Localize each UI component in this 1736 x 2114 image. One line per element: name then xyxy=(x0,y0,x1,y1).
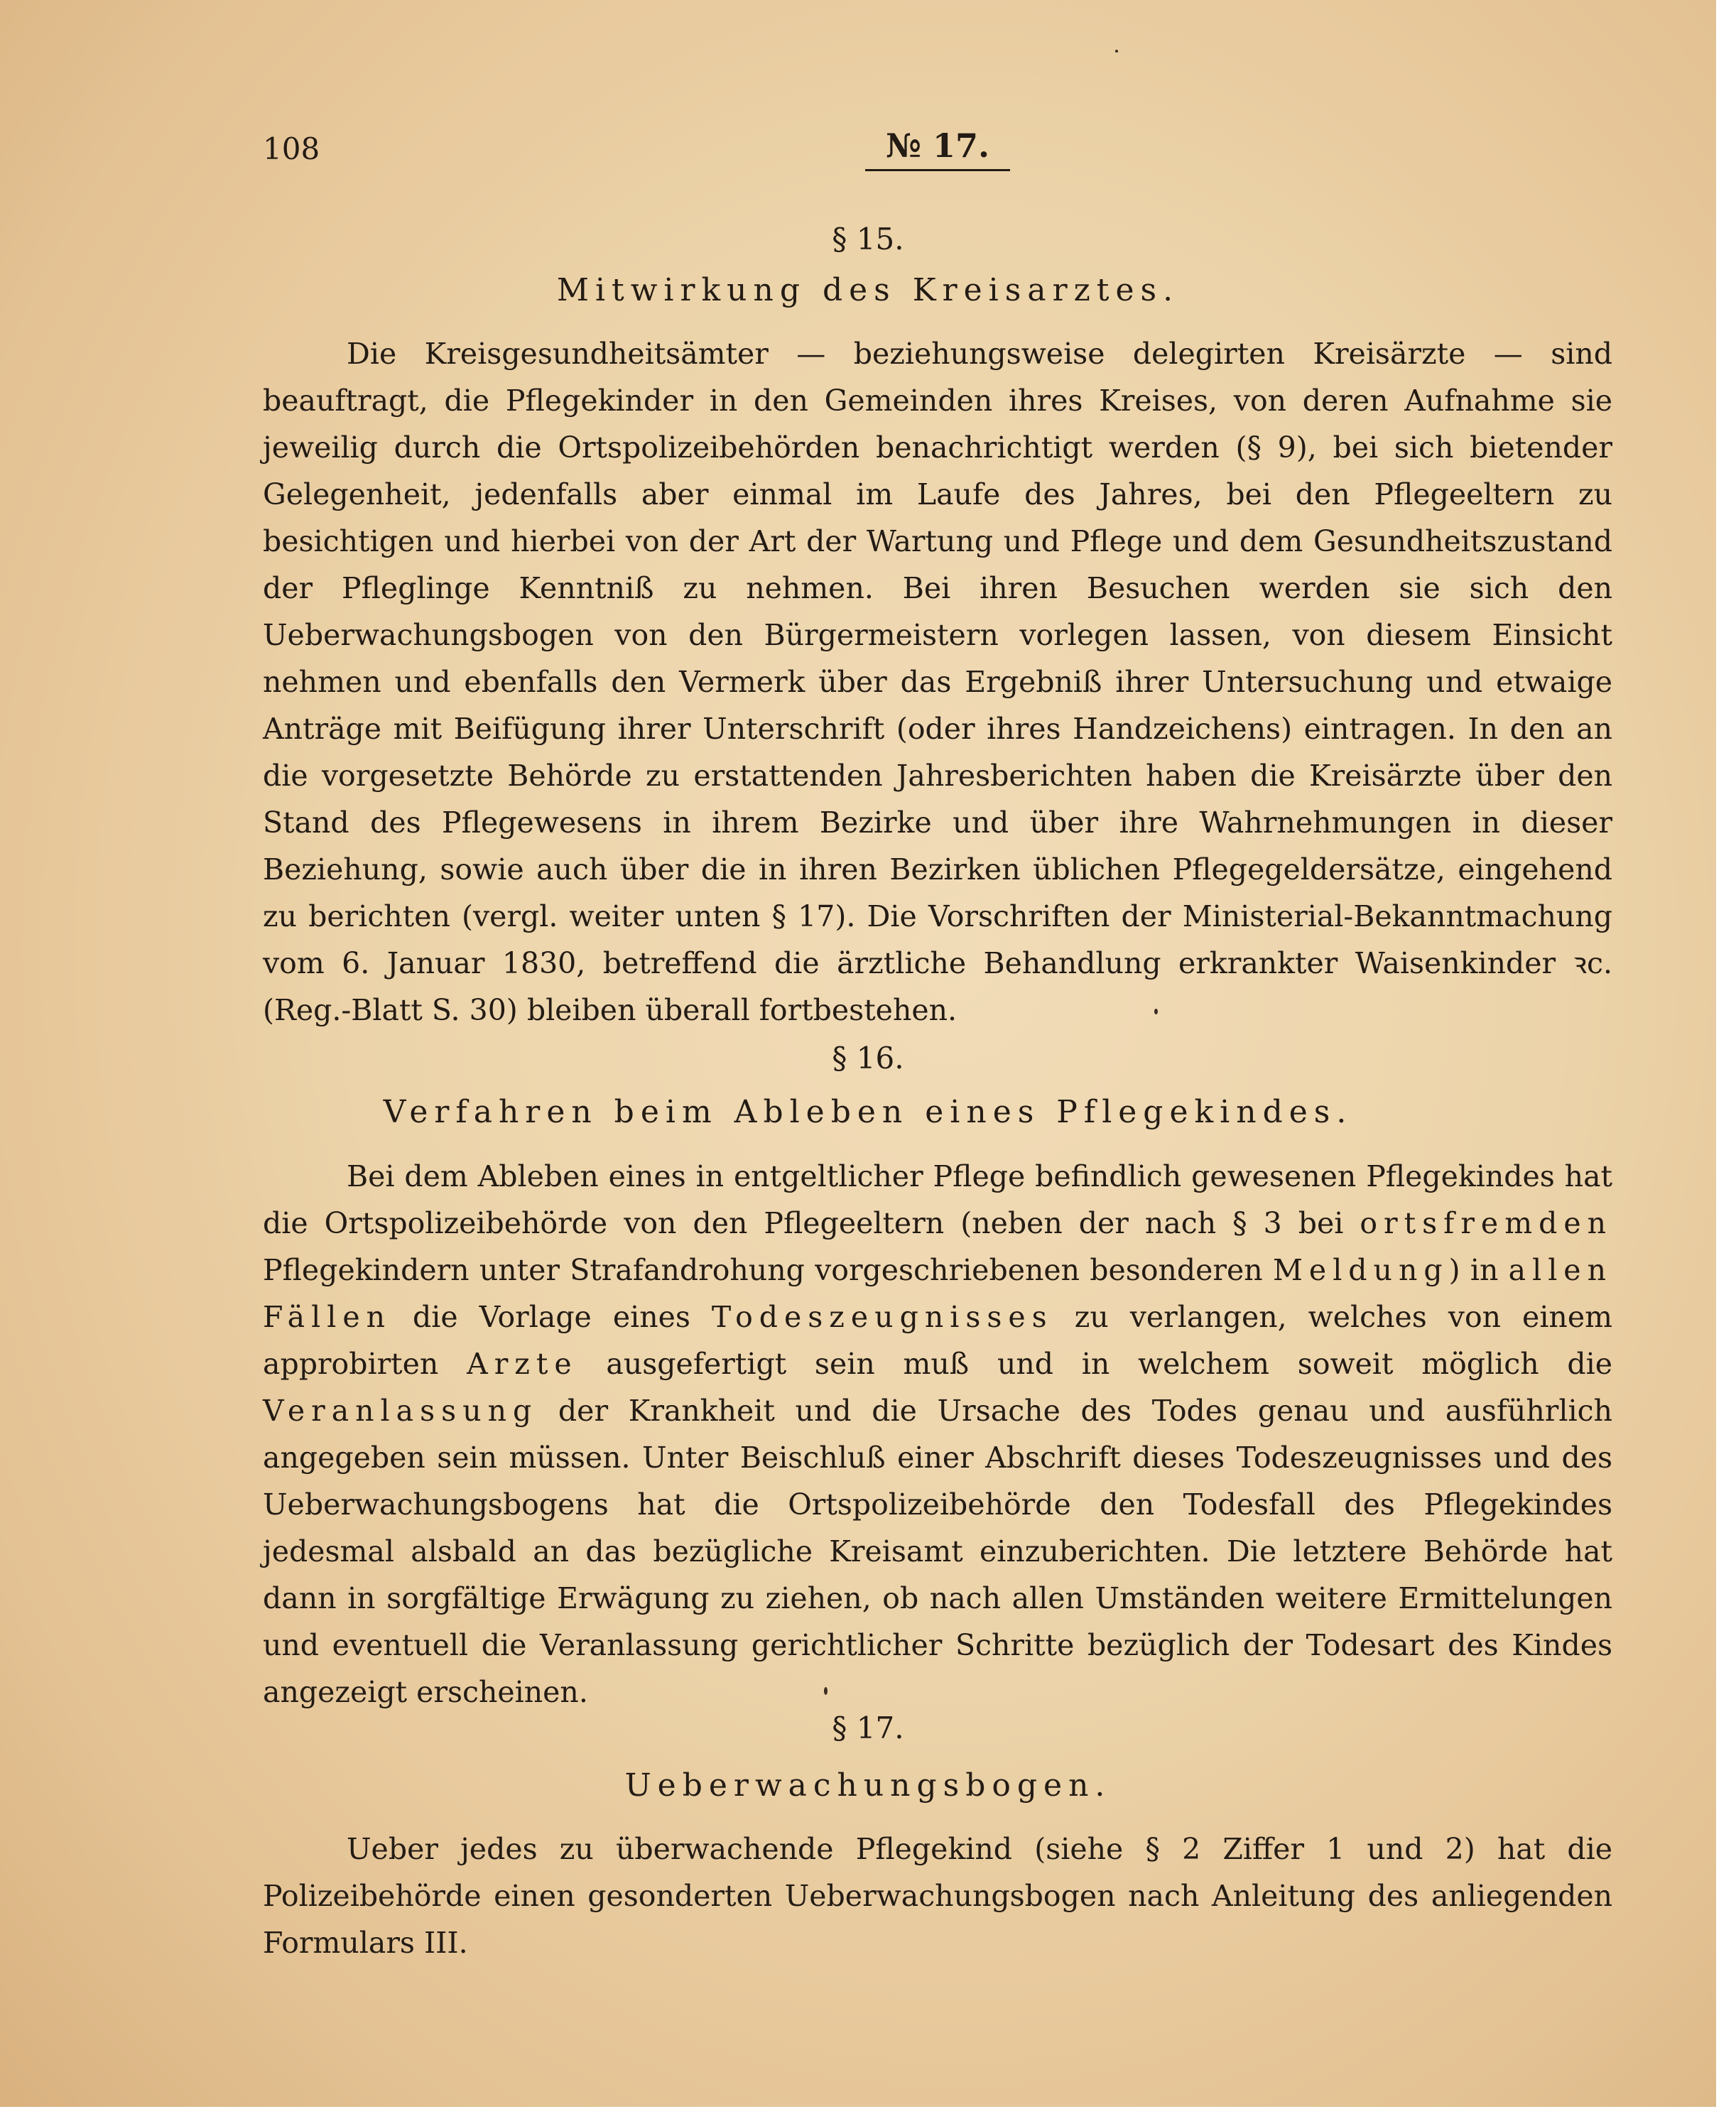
section-15-title: Mitwirkung des Kreisarztes. xyxy=(556,272,1180,308)
print-speck xyxy=(1154,1009,1158,1014)
section-17-number: § 17. xyxy=(832,1711,904,1745)
paragraph-text: der Krankheit und die Ursache des Todes genau und ausführlich angegeben sein müssen. Unter Beischluß einer Abschrift dieses Todeszeugnisses und des Ueberwachungsbogens hat die Ortspolizeibehörde den Todesfall des Pflegekindes jedesmal alsbald an das bezügliche Kreisamt einzuberichten. Die letztere Behörde hat dann in sorgfältige Erwägung zu ziehen, ob nach allen Umständen weitere Ermittelungen und eventuell die Veranlassung gerichtlicher Schritte bezüglich der Todesart des Kindes angezeigt erscheinen. xyxy=(263,1394,1612,1709)
emphasis-text: ortsfremden xyxy=(1360,1206,1612,1240)
section-17-title: Ueberwachungsbogen. xyxy=(624,1767,1112,1804)
paragraph-text: Bei dem Ableben eines in entgeltlicher Pflege befindlich gewesenen Pflegekindes hat die Ortspolizeibehörde von den Pflegeeltern (neben der nach § 3 bei xyxy=(263,1159,1612,1240)
print-speck xyxy=(824,1687,828,1695)
emphasis-text: allen Fällen xyxy=(263,1253,1612,1334)
issue-number: № 17. xyxy=(865,126,1010,171)
paragraph-text: die Vorlage eines xyxy=(391,1300,712,1334)
section-15-paragraph: Die Kreisgesundheitsämter — beziehungsweise delegirten Kreisärzte — sind beauftragt, die Pflegekinder in den Gemeinden ihres Kreises, von deren Aufnahme sie jeweilig durch die Ortspolizeibehörden benachrichtigt werden (§ 9), bei sich bietender Gelegenheit, jedenfalls aber einmal im Laufe des Jahres, bei den Pflegeeltern zu besichtigen und hierbei von der Art der Wartung und Pflege und dem Gesundheitszustand der Pfleglinge Kenntniß zu nehmen. Bei ihren Besuchen werden sie sich den Ueberwachungsbogen von den Bürgermeistern vorlegen lassen, von diesem Einsicht nehmen und ebenfalls den Vermerk über das Ergebniß ihrer Untersuchung und etwaige Anträge mit Beifügung ihrer Unterschrift (oder ihres Handzeichens) eintragen. In den an die vorgesetzte Behörde zu erstattenden Jahresberichten haben die Kreisärzte über den Stand des Pflegewesens in ihrem Bezirke und über ihre Wahrnehmungen in dieser Beziehung, sowie auch über die in ihren Bezirken üblichen Pflegegeldersätze, eingehend zu berichten (vergl. weiter unten § 17). Die Vorschriften der Ministerial-Bekanntmachung vom 6. Januar 1830, betreffend die ärztliche Behandlung erkrankter Waisenkinder ꝛc. (Reg.-Blatt S. 30) bleiben überall fortbestehen. xyxy=(263,337,1612,1027)
section-16-number: § 16. xyxy=(832,1041,904,1075)
paragraph-text: zu verlangen, welches von einem approbirten xyxy=(263,1300,1612,1381)
print-speck xyxy=(1115,50,1118,53)
paragraph-text: ausgefertigt sein muß und in welchem soweit möglich die xyxy=(577,1347,1612,1381)
section-15-number: § 15. xyxy=(832,222,904,256)
page-number: 108 xyxy=(263,131,320,166)
emphasis-text: Todeszeugnisses xyxy=(711,1300,1053,1334)
emphasis-text: Arzte xyxy=(467,1347,578,1381)
paragraph-text: Pflegekindern unter Strafandrohung vorgeschriebenen besonderen xyxy=(263,1253,1273,1287)
paragraph-text: ) in xyxy=(1448,1253,1509,1287)
scan-edge-bottom xyxy=(0,2107,1736,2114)
emphasis-text: Veranlassung xyxy=(263,1394,538,1428)
emphasis-text: Meldung xyxy=(1272,1253,1449,1287)
section-17-paragraph: Ueber jedes zu überwachende Pflegekind (siehe § 2 Ziffer 1 und 2) hat die Polizeibehörde einen gesonderten Ueberwachungsbogen nach Anleitung des anliegenden Formulars III. xyxy=(263,1832,1612,1960)
section-16-paragraph xyxy=(263,1153,1612,1715)
section-16-title: Verfahren beim Ableben eines Pflegekindes. xyxy=(383,1094,1353,1130)
